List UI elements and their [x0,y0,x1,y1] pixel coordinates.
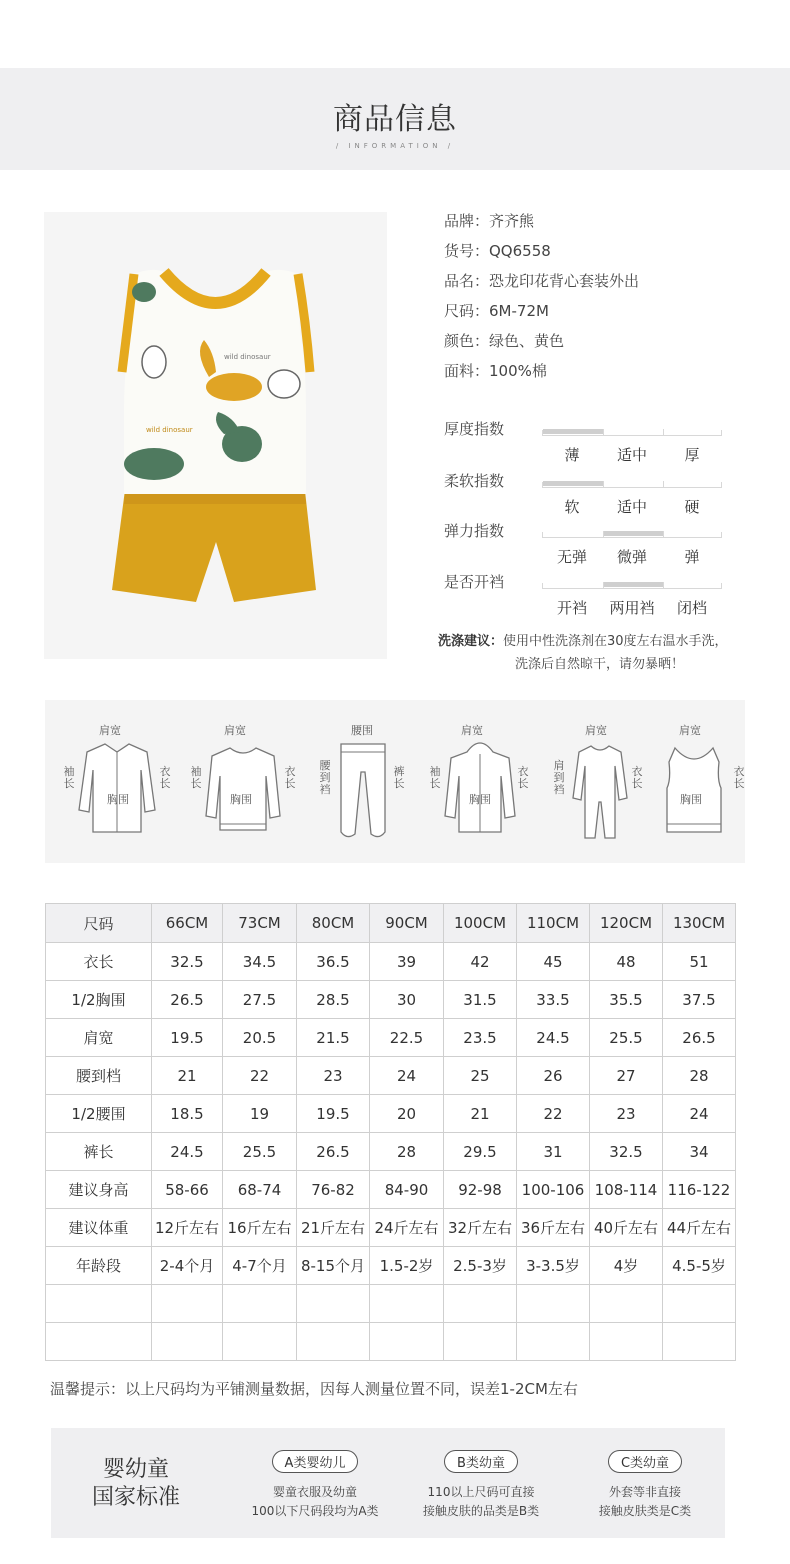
measure-top: 肩宽 [679,724,701,737]
table-cell: 4.5-5岁 [663,1247,736,1285]
table-row-label [46,1285,152,1323]
table-cell: 21.5 [297,1019,370,1057]
table-row-label: 年龄段 [46,1247,152,1285]
standard-title [81,1456,191,1512]
measure-top: 肩宽 [461,724,483,737]
index-option: 适中 [616,446,647,464]
table-cell: 48 [590,943,663,981]
table-cell: 31 [517,1133,590,1171]
table-cell [663,1285,736,1323]
table-cell: 23 [297,1057,370,1095]
index-options [542,597,722,618]
measure-center: 胸围 [469,793,491,806]
table-cell: 19.5 [297,1095,370,1133]
table-cell: 30 [370,981,444,1019]
garment-sweater [180,720,296,840]
index-label: 厚度指数 [444,420,505,438]
index-selected-segment [603,582,663,587]
category-desc-line1: 外套等非直接 [608,1485,681,1499]
table-cell: 76-82 [297,1171,370,1209]
info-name: 品名：恐龙印花背心套装外出 [444,272,640,290]
measurement-diagram [45,700,745,863]
measure-right: 裤长 [393,765,405,790]
measure-top: 肩宽 [585,724,607,737]
table-cell: 26.5 [663,1019,736,1057]
garment-vest [635,720,745,840]
table-cell: 28 [370,1133,444,1171]
table-cell: 18.5 [152,1095,223,1133]
index-options [542,546,722,567]
table-cell: 24.5 [517,1019,590,1057]
index-option: 硬 [684,498,700,516]
table-cell: 29.5 [444,1133,517,1171]
table-cell: 40斤左右 [590,1209,663,1247]
table-header-cell: 80CM [297,904,370,943]
wash-line-1: 使用中性洗涤剂在30度左右温水手洗， [503,634,728,649]
size-table-body [46,943,736,1361]
table-cell: 24 [663,1095,736,1133]
table-cell: 12斤左右 [152,1209,223,1247]
table-cell: 27 [590,1057,663,1095]
table-row-label: 1/2胸围 [46,981,152,1019]
pants-icon [337,742,389,842]
index-scale [542,430,722,436]
table-row [46,1209,736,1247]
table-cell: 22 [223,1057,297,1095]
index-scale [542,482,722,488]
table-row-label [46,1323,152,1361]
table-row-label: 衣长 [46,943,152,981]
table-row [46,1057,736,1095]
table-row-label: 腰到档 [46,1057,152,1095]
wash-line-2: 洗涤后自然晾干，请勿暴晒！ [515,657,685,672]
table-cell: 32.5 [152,943,223,981]
index-option: 厚 [684,446,700,464]
category-desc-line2: 100以下尺码段均为A类 [251,1504,379,1518]
table-cell: 19 [223,1095,297,1133]
table-cell: 4岁 [590,1247,663,1285]
index-options [542,444,722,465]
category-desc-line1: 婴童衣服及幼童 [272,1485,357,1499]
measure-right: 衣长 [284,765,296,790]
table-cell: 32斤左右 [444,1209,517,1247]
table-cell: 42 [444,943,517,981]
table-cell: 108-114 [590,1171,663,1209]
table-row [46,1133,736,1171]
table-cell: 27.5 [223,981,297,1019]
table-cell [663,1323,736,1361]
table-cell: 28 [663,1057,736,1095]
measure-left: 袖长 [190,765,202,790]
table-row [46,1323,736,1361]
table-header-cell: 100CM [444,904,517,943]
standard-title-line2: 国家标准 [91,1485,180,1510]
table-header-cell: 90CM [370,904,444,943]
table-cell: 36.5 [297,943,370,981]
table-cell: 24斤左右 [370,1209,444,1247]
measure-right: 衣长 [517,765,529,790]
table-cell: 20 [370,1095,444,1133]
table-cell: 2-4个月 [152,1247,223,1285]
table-cell: 21 [444,1095,517,1133]
wash-advice [438,630,778,676]
table-cell: 22 [517,1095,590,1133]
table-row-label: 建议体重 [46,1209,152,1247]
print-text-1: wild dinosaur [224,353,271,361]
table-header-row [46,904,736,943]
standard-category-c [555,1450,735,1521]
index-label: 是否开裆 [444,573,505,591]
measure-left: 肩到裆 [553,759,565,796]
measure-top: 肩宽 [224,724,246,737]
index-selected-segment [543,429,603,434]
sweater-icon [204,742,282,836]
category-desc-line2: 接触皮肤类是C类 [598,1504,692,1518]
table-cell: 33.5 [517,981,590,1019]
info-size: 尺码：6M-72M [444,302,549,320]
shirt-icon [77,740,157,836]
index-scale [542,532,722,538]
table-cell [223,1323,297,1361]
measure-left: 袖长 [429,765,441,790]
standard-category-b [391,1450,571,1521]
table-header-cell: 73CM [223,904,297,943]
romper-icon [571,742,629,842]
category-badge: B类幼童 [444,1450,518,1473]
measure-right: 衣长 [159,765,171,790]
section-title: 商品信息 [333,102,457,137]
table-cell: 39 [370,943,444,981]
table-cell: 4-7个月 [223,1247,297,1285]
index-selected-segment [603,531,663,536]
category-badge: A类婴幼儿 [272,1450,359,1473]
table-cell: 16斤左右 [223,1209,297,1247]
table-row-label: 建议身高 [46,1171,152,1209]
table-cell [590,1323,663,1361]
index-option: 两用裆 [609,599,655,617]
measure-left: 袖长 [63,765,75,790]
table-header-cell: 66CM [152,904,223,943]
index-selected-segment [543,481,603,486]
category-badge: C类幼童 [608,1450,682,1473]
table-cell [517,1323,590,1361]
category-desc-line2: 接触皮肤的品类是B类 [422,1504,540,1518]
table-cell [152,1285,223,1323]
garment-pants [307,720,417,840]
table-cell: 34.5 [223,943,297,981]
table-cell [590,1285,663,1323]
table-header-cell: 尺码 [46,904,152,943]
index-option: 开裆 [556,599,587,617]
table-cell: 31.5 [444,981,517,1019]
index-option: 无弹 [556,548,587,566]
index-scale [542,583,722,589]
table-row-label: 裤长 [46,1133,152,1171]
table-row [46,1095,736,1133]
index-option: 弹 [684,548,700,566]
table-row [46,981,736,1019]
info-fabric: 面料：100%棉 [444,362,547,380]
table-cell: 2.5-3岁 [444,1247,517,1285]
table-cell: 24.5 [152,1133,223,1171]
info-brand: 品牌：齐齐熊 [444,212,535,230]
table-cell: 51 [663,943,736,981]
index-option: 闭档 [676,599,707,617]
measure-center: 胸围 [107,793,129,806]
info-sku: 货号：QQ6558 [444,242,551,260]
table-row-label: 1/2腰围 [46,1095,152,1133]
table-row [46,1171,736,1209]
national-standard [51,1428,725,1538]
garment-hoodie [417,720,527,840]
table-cell [370,1323,444,1361]
index-label: 弹力指数 [444,522,505,540]
table-cell: 34 [663,1133,736,1171]
table-cell: 25.5 [223,1133,297,1171]
table-row-label: 肩宽 [46,1019,152,1057]
size-table [45,903,736,1361]
table-cell: 35.5 [590,981,663,1019]
category-desc-line1: 110以上尺码可直接 [427,1485,535,1499]
index-options [542,496,722,517]
table-cell: 37.5 [663,981,736,1019]
table-cell: 20.5 [223,1019,297,1057]
table-cell: 23.5 [444,1019,517,1057]
table-cell: 36斤左右 [517,1209,590,1247]
table-cell: 58-66 [152,1171,223,1209]
table-header-cell: 110CM [517,904,590,943]
table-cell [444,1285,517,1323]
measurement-tip: 温馨提示：以上尺码均为平铺测量数据，因每人测量位置不同，误差1-2CM左右 [50,1380,578,1398]
measure-right: 衣长 [733,765,745,790]
measure-center: 胸围 [680,793,702,806]
table-header-cell: 130CM [663,904,736,943]
table-cell: 21斤左右 [297,1209,370,1247]
table-cell: 32.5 [590,1133,663,1171]
table-cell: 100-106 [517,1171,590,1209]
measure-right: 衣长 [631,765,643,790]
table-cell: 24 [370,1057,444,1095]
section-subtitle: / INFORMATION / [335,142,455,150]
measure-center: 胸围 [230,793,252,806]
measure-top: 腰围 [351,724,373,737]
table-cell: 1.5-2岁 [370,1247,444,1285]
table-cell [297,1323,370,1361]
table-cell: 19.5 [152,1019,223,1057]
table-cell: 68-74 [223,1171,297,1209]
index-option: 适中 [616,498,647,516]
table-cell: 26.5 [297,1133,370,1171]
table-cell: 23 [590,1095,663,1133]
table-cell: 44斤左右 [663,1209,736,1247]
table-cell [223,1285,297,1323]
table-cell: 84-90 [370,1171,444,1209]
product-info-list [444,210,639,390]
standard-title-line1: 婴幼童 [102,1457,169,1482]
table-row [46,943,736,981]
table-cell: 26 [517,1057,590,1095]
table-row [46,1285,736,1323]
table-cell: 8-15个月 [297,1247,370,1285]
measure-top: 肩宽 [99,724,121,737]
hoodie-icon [443,740,517,838]
section-header [0,68,790,170]
table-cell: 116-122 [663,1171,736,1209]
garment-shirt [55,720,171,840]
index-option: 软 [564,498,580,516]
vest-icon [665,746,723,834]
table-cell: 92-98 [444,1171,517,1209]
table-cell [370,1285,444,1323]
table-cell: 45 [517,943,590,981]
table-cell: 28.5 [297,981,370,1019]
standard-category-a [225,1450,405,1521]
table-cell [444,1323,517,1361]
table-cell [517,1285,590,1323]
index-option: 微弹 [616,548,647,566]
table-cell [152,1323,223,1361]
table-cell: 25 [444,1057,517,1095]
table-cell: 21 [152,1057,223,1095]
table-row [46,1019,736,1057]
table-row [46,1247,736,1285]
table-cell: 3-3.5岁 [517,1247,590,1285]
table-header-cell: 120CM [590,904,663,943]
table-cell: 22.5 [370,1019,444,1057]
print-text-2: wild dinosaur [146,426,193,434]
info-color: 颜色：绿色、黄色 [444,332,565,350]
table-cell: 25.5 [590,1019,663,1057]
wash-label: 洗涤建议： [438,634,504,649]
index-option: 薄 [564,446,580,464]
index-label: 柔软指数 [444,472,505,490]
table-cell: 26.5 [152,981,223,1019]
measure-left: 腰到裆 [319,759,331,796]
product-illustration [44,212,387,659]
product-photo [44,212,387,659]
table-cell [297,1285,370,1323]
